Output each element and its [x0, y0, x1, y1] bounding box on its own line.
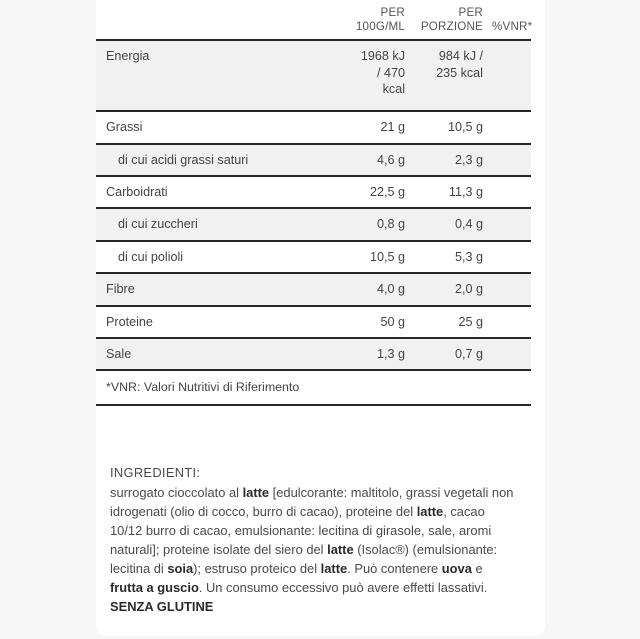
table-row [96, 208, 531, 240]
ingredients-title: INGREDIENTI: [110, 465, 201, 481]
table-row [96, 241, 531, 273]
ingredient-emphasis: uova [441, 561, 472, 577]
ingredient-emphasis: latte [416, 504, 444, 520]
column-header-per-100g-line2: 100G/ML [355, 20, 405, 34]
nutrient-name: Grassi [96, 111, 328, 143]
column-header-vnr: %VNR* [492, 20, 533, 34]
ingredient-emphasis: latte [242, 485, 270, 501]
nutrient-per-portion: 25 g [410, 306, 488, 338]
ingredients-section [96, 464, 531, 617]
nutrient-vnr [488, 40, 531, 111]
ingredient-text: . Un consumo eccessivo può avere effetti lassativi. [198, 580, 488, 596]
ingredient-emphasis: soia [167, 561, 194, 577]
column-header-per-100g [328, 0, 410, 40]
nutrient-name: Fibre [96, 273, 328, 305]
nutrient-per-100g: 4,6 g [328, 144, 410, 176]
nutrition-table-head [96, 0, 531, 40]
ingredient-text: , cacao 10/12 burro di cacao, emulsionante: lecitina di girasole, sale, aromi naturali]; proteine isolate del siero del [110, 504, 492, 558]
table-row [96, 338, 531, 370]
table-row [96, 111, 531, 143]
label-card [96, 0, 545, 636]
column-header-nutrient [96, 0, 328, 40]
nutrient-per-portion: 0,7 g [410, 338, 488, 370]
nutrient-per-100g: 22,5 g [328, 176, 410, 208]
ingredient-text: e [471, 561, 483, 577]
nutrient-vnr [488, 273, 531, 305]
nutrient-per-100g: 21 g [328, 111, 410, 143]
nutrient-vnr [488, 306, 531, 338]
column-header-per-portion-line2: PORZIONE [420, 20, 483, 34]
nutrient-vnr [488, 176, 531, 208]
column-header-per-portion [410, 0, 488, 40]
nutrient-per-portion: 0,4 g [410, 208, 488, 240]
ingredients-text [110, 484, 517, 617]
nutrient-per-portion [410, 40, 488, 111]
nutrient-name: Proteine [96, 306, 328, 338]
value-line: / 470 [376, 65, 405, 80]
ingredient-emphasis: latte [320, 561, 348, 577]
column-header-per-portion-line1: PER [458, 6, 483, 19]
nutrient-per-portion: 10,5 g [410, 111, 488, 143]
ingredient-emphasis: frutta a guscio [110, 580, 199, 596]
nutrient-per-100g [328, 40, 410, 111]
column-header-per-100g-line1: PER [380, 6, 405, 19]
nutrient-name: Energia [96, 40, 328, 111]
value-line: 1968 kJ [360, 49, 405, 64]
nutrient-per-100g: 1,3 g [328, 338, 410, 370]
table-header-row [96, 0, 531, 40]
vnr-footnote: *VNR: Valori Nutritivi di Riferimento [96, 370, 531, 405]
ingredient-text: . Può contenere [347, 561, 442, 577]
nutrient-vnr [488, 144, 531, 176]
ingredient-text: surrogato cioccolato al [110, 485, 243, 501]
nutrient-vnr [488, 111, 531, 143]
value-line: 235 kcal [436, 65, 483, 80]
nutrient-name: di cui zuccheri [96, 208, 328, 240]
nutrient-per-100g: 0,8 g [328, 208, 410, 240]
nutrient-per-portion: 2,3 g [410, 144, 488, 176]
ingredient-text: ); estruso proteico del [193, 561, 321, 577]
nutrient-per-portion: 11,3 g [410, 176, 488, 208]
nutrient-vnr [488, 208, 531, 240]
nutrient-per-portion: 2,0 g [410, 273, 488, 305]
nutrient-name: di cui acidi grassi saturi [96, 144, 328, 176]
nutrient-name: di cui polioli [96, 241, 328, 273]
table-row [96, 40, 531, 111]
table-row [96, 306, 531, 338]
table-row [96, 144, 531, 176]
label-content [96, 0, 545, 617]
value-line: 984 kJ / [438, 49, 483, 64]
nutrient-per-100g: 50 g [328, 306, 410, 338]
nutrition-table-body [96, 40, 531, 405]
nutrient-per-100g: 10,5 g [328, 241, 410, 273]
table-row [96, 273, 531, 305]
nutrient-name: Sale [96, 338, 328, 370]
nutrient-per-100g: 4,0 g [328, 273, 410, 305]
value-line: kcal [382, 82, 405, 96]
ingredient-text: (Isolac®) (emulsionante: lecitina di [110, 542, 498, 577]
table-row [96, 176, 531, 208]
ingredient-text: [edulcorante: maltitolo, grassi vegetali non idrogenati (olio di cocco, burro di cacao), proteine del [110, 485, 514, 520]
nutrition-table [96, 0, 531, 406]
ingredient-emphasis: latte [327, 542, 354, 558]
nutrient-vnr [488, 338, 531, 370]
nutrient-name: Carboidrati [96, 176, 328, 208]
nutrient-per-portion: 5,3 g [410, 241, 488, 273]
table-footnote-row [96, 370, 531, 405]
ingredient-emphasis: SENZA GLUTINE [110, 599, 214, 615]
nutrient-vnr [488, 241, 531, 273]
